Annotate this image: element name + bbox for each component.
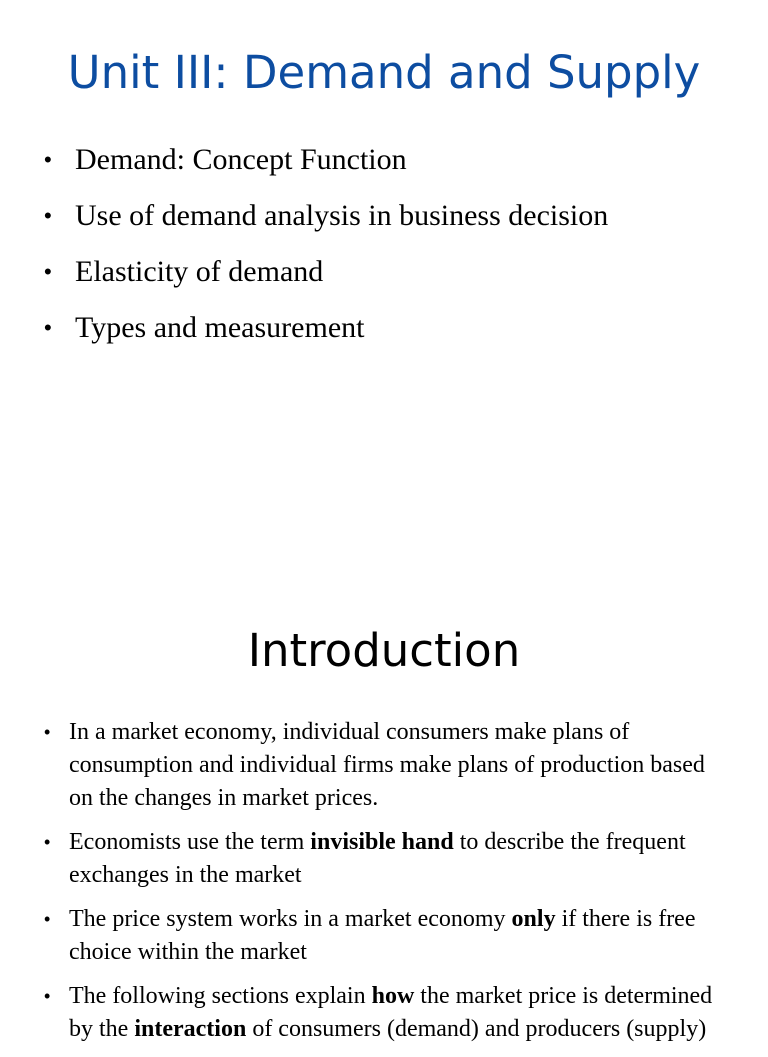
text-run: The following sections explain — [69, 983, 372, 1009]
text-run: if there is free choice within the market — [69, 906, 696, 965]
bullet-dot-icon: • — [44, 909, 51, 929]
bullet-dot-icon: • — [44, 203, 52, 228]
list-item — [44, 196, 744, 236]
list-item — [44, 140, 744, 180]
list-item — [44, 903, 734, 969]
text-run: Economists use the term — [69, 829, 311, 855]
bullet-text — [69, 829, 686, 888]
emphasis-only: only — [511, 906, 556, 932]
bullet-dot-icon: • — [44, 259, 52, 284]
emphasis-how: how — [371, 983, 415, 1009]
emphasis-interaction: interaction — [134, 1016, 247, 1042]
bullet-text: Elasticity of demand — [75, 255, 324, 288]
bullet-list — [44, 716, 734, 1057]
slide-title: Introduction — [247, 624, 521, 677]
bullet-list — [44, 140, 744, 364]
slide-introduction — [0, 576, 768, 1042]
bullet-dot-icon: • — [44, 147, 52, 172]
list-item — [44, 980, 734, 1046]
bullet-text — [69, 906, 695, 965]
bullet-text — [69, 983, 712, 1042]
text-run: The price system works in a market economy — [69, 906, 512, 932]
bullet-text: Types and measurement — [75, 311, 365, 344]
emphasis-invisible-hand: invisible hand — [310, 829, 454, 855]
bullet-text: Demand: Concept Function — [75, 143, 407, 176]
text-run: to describe the frequent exchanges in the market — [69, 829, 686, 888]
text-run: the market price is determined by the — [69, 983, 713, 1042]
bullet-dot-icon: • — [44, 832, 51, 852]
text-run: of consumers (demand) and producers (supply) — [246, 1016, 707, 1042]
list-item — [44, 308, 744, 348]
list-item — [44, 716, 734, 815]
list-item — [44, 826, 734, 892]
bullet-dot-icon: • — [44, 986, 51, 1006]
slide-title: Unit III: Demand and Supply — [67, 46, 701, 99]
bullet-dot-icon: • — [44, 315, 52, 340]
bullet-dot-icon: • — [44, 722, 51, 742]
bullet-text: In a market economy, individual consumers make plans of consumption and individual firms make plans of production based on the changes in market prices. — [69, 719, 705, 811]
bullet-text: Use of demand analysis in business decision — [75, 199, 609, 232]
list-item — [44, 252, 744, 292]
